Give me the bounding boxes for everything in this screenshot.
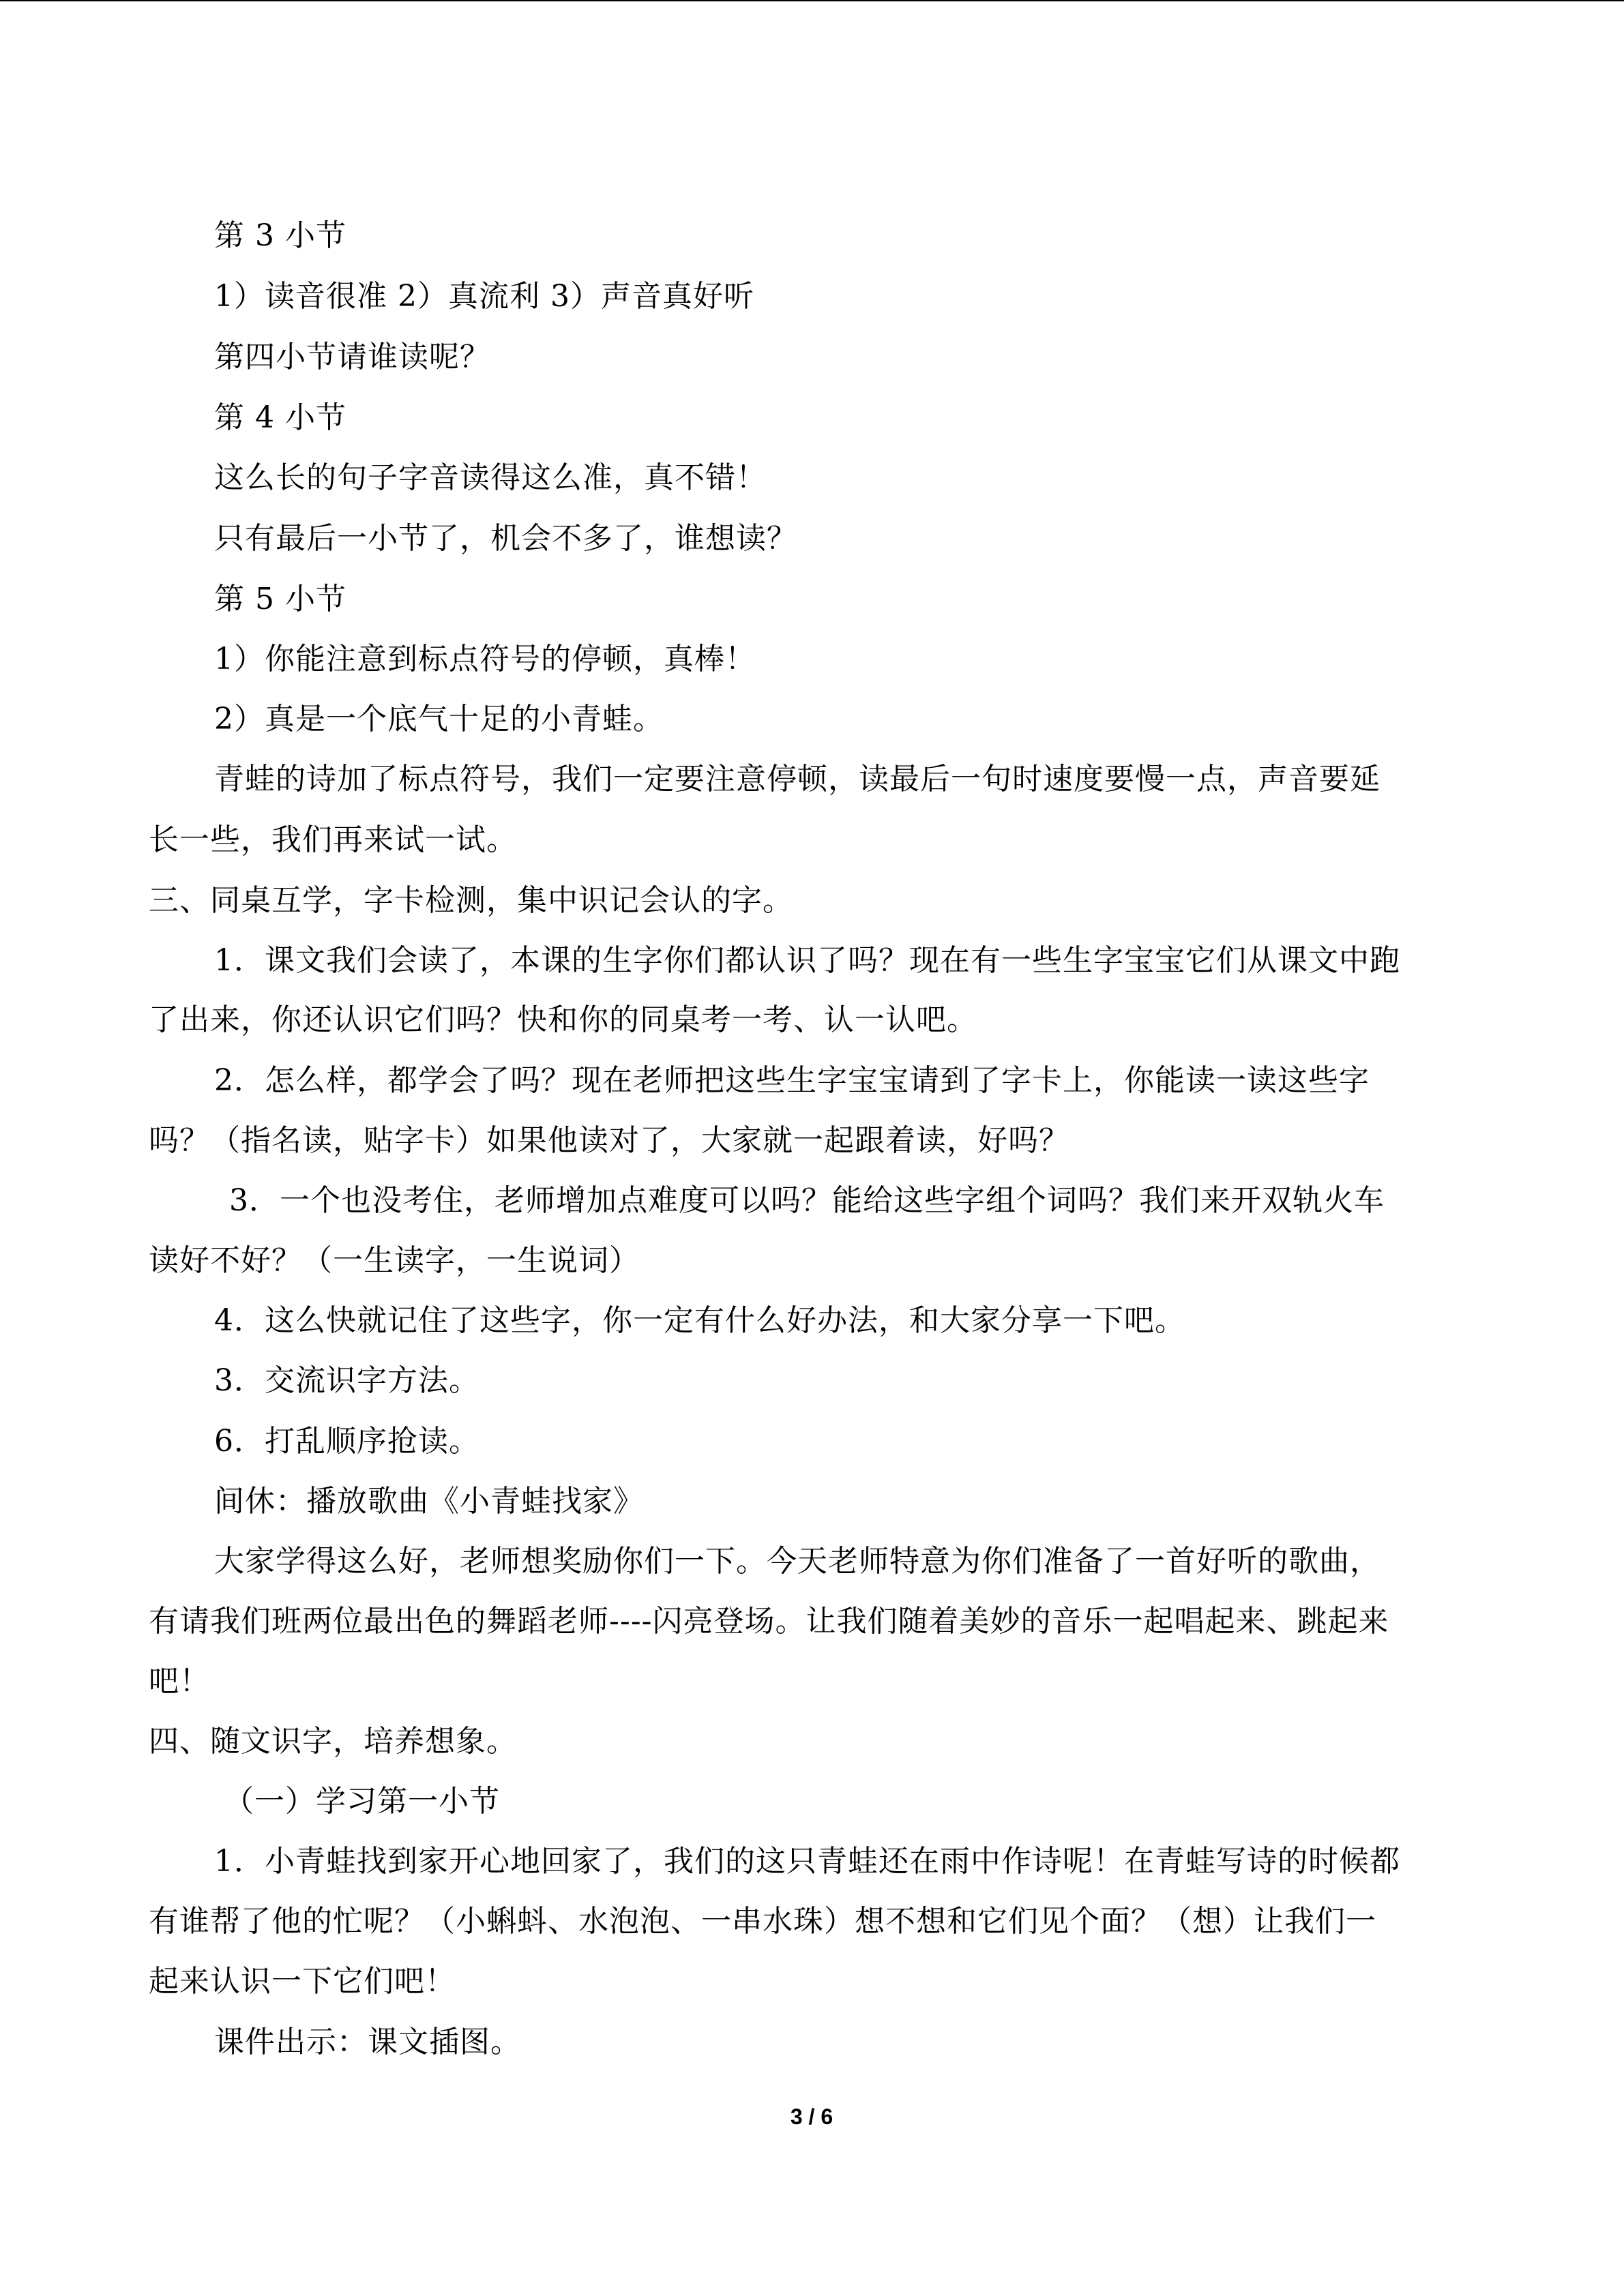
text-line: 只有最后一小节了，机会不多了，谁想读？ — [214, 521, 797, 556]
text-line: 2）真是一个底气十足的小青蛙。 — [214, 702, 664, 736]
text-line: 1）你能注意到标点符号的停顿，真棒！ — [214, 642, 756, 676]
text-line: 1．课文我们会读了，本课的生字你们都认识了吗？现在有一些生字宝宝它们从课文中跑 — [214, 943, 1400, 978]
text-line: 有请我们班两位最出色的舞蹈老师----闪亮登场。让我们随着美妙的音乐一起唱起来、跳起来 — [149, 1604, 1389, 1639]
text-line: 吗？（指名读，贴字卡）如果他读对了，大家就一起跟着读，好吗？ — [149, 1123, 1069, 1158]
text-line: 3．一个也没考住，老师增加点难度可以吗？能给这些字组个词吗？我们来开双轨火车 — [229, 1183, 1385, 1218]
page-number: 3 / 6 — [790, 2104, 833, 2129]
section-heading: 四、随文识字，培养想象。 — [149, 1724, 517, 1759]
text-line: 有谁帮了他的忙呢？（小蝌蚪、水泡泡、一串水珠）想不想和它们见个面？（想）让我们一 — [149, 1904, 1376, 1939]
text-line: 第 5 小节 — [214, 582, 346, 616]
text-line: 第 3 小节 — [214, 218, 346, 253]
text-line: 1．小青蛙找到家开心地回家了，我们的这只青蛙还在雨中作诗呢！在青蛙写诗的时候都 — [214, 1844, 1400, 1879]
text-line: 长一些，我们再来试一试。 — [149, 822, 517, 857]
text-line: 第四小节请谁读呢？ — [214, 340, 490, 374]
text-line: 起来认识一下它们吧！ — [149, 1964, 456, 1999]
text-line: 吧！ — [149, 1664, 210, 1699]
text-line: 大家学得这么好，老师想奖励你们一下。今天老师特意为你们准备了一首好听的歌曲， — [214, 1544, 1381, 1579]
text-line: 青蛙的诗加了标点符号，我们一定要注意停顿，读最后一句时速度要慢一点，声音要延 — [214, 762, 1381, 796]
text-line: 6．打乱顺序抢读。 — [214, 1424, 479, 1459]
text-line: 4．这么快就记住了这些字，你一定有什么好办法，和大家分享一下吧。 — [214, 1303, 1185, 1338]
text-line: 1）读音很准 2）真流利 3）声音真好听 — [214, 279, 754, 314]
text-line: 课件出示：课文插图。 — [214, 2025, 521, 2059]
text-line: 这么长的句子字音读得这么准，真不错！ — [214, 460, 767, 495]
subsection-heading: （一）学习第一小节 — [224, 1784, 500, 1819]
text-line: 2．怎么样，都学会了吗？现在老师把这些生字宝宝请到了字卡上，你能读一读这些字 — [214, 1063, 1370, 1098]
text-line: 读好不好？（一生读字，一生说词） — [149, 1243, 640, 1278]
section-heading: 三、同桌互学，字卡检测，集中识记会认的字。 — [149, 883, 793, 918]
text-line: 第 4 小节 — [214, 400, 346, 435]
text-line: 了出来，你还认识它们吗？快和你的同桌考一考、认一认吧。 — [149, 1002, 977, 1037]
text-line: 间休：播放歌曲《小青蛙找家》 — [214, 1484, 644, 1519]
text-line: 3．交流识字方法。 — [214, 1363, 479, 1398]
